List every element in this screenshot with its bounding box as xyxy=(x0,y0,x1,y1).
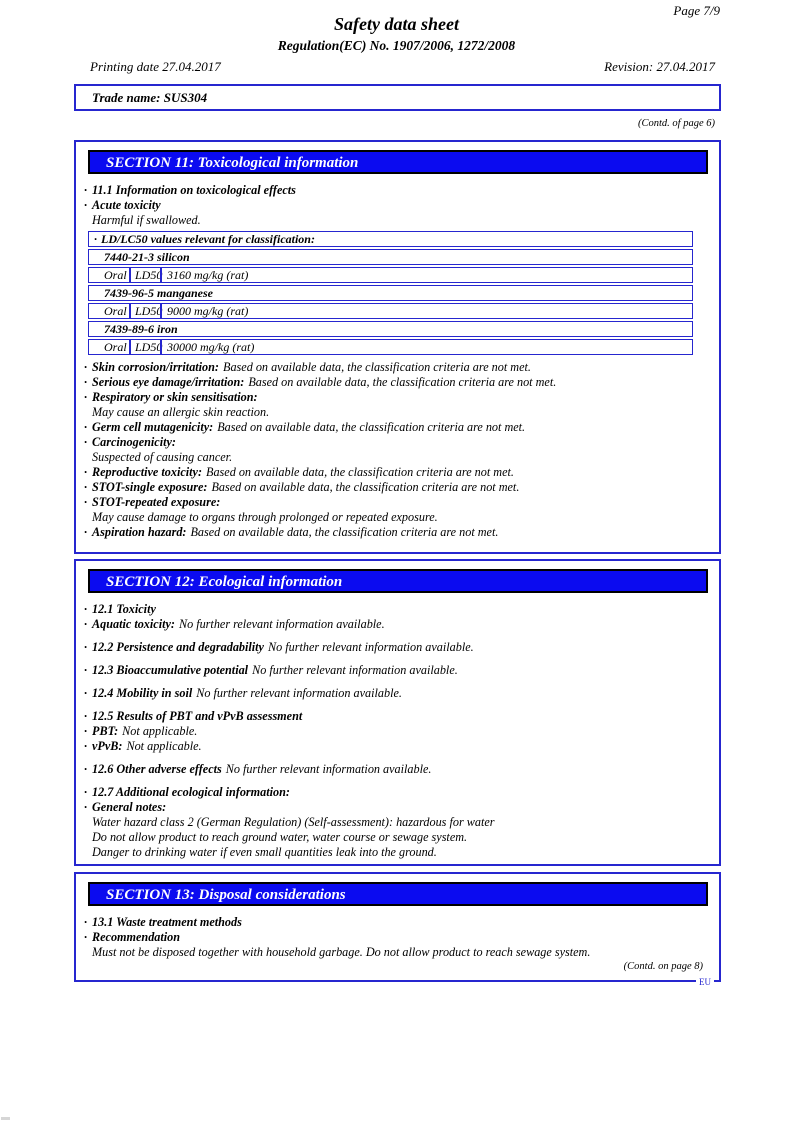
eco-group xyxy=(76,663,705,678)
section-11-content xyxy=(76,183,719,540)
section-11-header: SECTION 11: Toxicological information xyxy=(88,150,708,174)
printing-date: Printing date 27.04.2017 xyxy=(90,59,221,74)
substance-row: 7440-21-3 silicon xyxy=(88,249,693,265)
ldlc50-caption: · LD/LC50 values relevant for classification: xyxy=(88,231,693,247)
contd-of-page: (Contd. of page 6) xyxy=(638,118,715,129)
eco-group xyxy=(76,640,705,655)
eco-line: · 12.7 Additional ecological information: xyxy=(76,785,705,800)
effect-line: · Skin corrosion/irritation: Based on available data, the classification criteria are not met. xyxy=(76,360,705,375)
eco-group xyxy=(76,762,705,777)
contd-on-page: (Contd. on page 8) xyxy=(623,961,703,972)
page-corner-artifact xyxy=(1,1117,10,1120)
value-cell: 3160 mg/kg (rat) xyxy=(160,268,692,282)
effect-line: · Reproductive toxicity: Based on available data, the classification criteria are not met. xyxy=(76,465,705,480)
section-12-content xyxy=(76,602,719,860)
heading-11-1: · 11.1 Information on toxicological effects xyxy=(76,183,705,198)
eco-line: Danger to drinking water if even small quantities leak into the ground. xyxy=(92,845,437,859)
eco-line: Water hazard class 2 (German Regulation) (Self-assessment): hazardous for water xyxy=(92,815,495,829)
regulation-subtitle: Regulation(EC) No. 1907/2006, 1272/2008 xyxy=(277,38,516,53)
effect-line: · STOT-single exposure: Based on available data, the classification criteria are not met. xyxy=(76,480,705,495)
eco-group xyxy=(76,709,705,754)
eco-line: · 12.5 Results of PBT and vPvB assessment xyxy=(76,709,705,724)
test-cell: LD50 xyxy=(129,304,160,318)
section-13-box xyxy=(74,872,721,987)
test-cell: LD50 xyxy=(129,340,160,354)
section-13-content xyxy=(76,915,719,974)
effect-line: · Aspiration hazard: Based on available data, the classification criteria are not met. xyxy=(76,525,705,540)
value-row xyxy=(88,267,693,283)
disposal-line: Must not be disposed together with household garbage. Do not allow product to reach sewage system. xyxy=(92,945,591,959)
text-harmful: Harmful if swallowed. xyxy=(92,213,201,227)
revision-date: Revision: 27.04.2017 xyxy=(604,59,715,74)
test-cell: LD50 xyxy=(129,268,160,282)
value-row xyxy=(88,339,693,355)
effect-line: · STOT-repeated exposure: xyxy=(76,495,705,510)
section-13-header: SECTION 13: Disposal considerations xyxy=(88,882,708,906)
disposal-line: · 13.1 Waste treatment methods xyxy=(76,915,705,930)
section-11-box xyxy=(74,140,721,554)
effect-line: · Carcinogenicity: xyxy=(76,435,705,450)
route-cell: Oral xyxy=(104,340,127,354)
value-cell: 30000 mg/kg (rat) xyxy=(160,340,692,354)
effect-line: May cause damage to organs through prolonged or repeated exposure. xyxy=(92,510,438,524)
eco-line: · 12.1 Toxicity xyxy=(76,602,705,617)
effect-line: · Respiratory or skin sensitisation: xyxy=(76,390,705,405)
effect-line: · Germ cell mutagenicity: Based on available data, the classification criteria are not met. xyxy=(76,420,705,435)
eco-line: Do not allow product to reach ground water, water course or sewage system. xyxy=(92,830,468,844)
eco-line: · Aquatic toxicity: No further relevant information available. xyxy=(76,617,705,632)
effect-line: May cause an allergic skin reaction. xyxy=(92,405,270,419)
effect-line: Suspected of causing cancer. xyxy=(92,450,233,464)
eco-group xyxy=(76,686,705,701)
route-cell: Oral xyxy=(104,304,127,318)
ldlc50-table xyxy=(88,231,693,355)
page-number: Page 7/9 xyxy=(673,3,720,18)
eco-line: · PBT: Not applicable. xyxy=(76,724,705,739)
document-title: Safety data sheet xyxy=(334,14,459,34)
eco-group xyxy=(76,785,705,860)
eco-line: · 12.2 Persistence and degradability No further relevant information available. xyxy=(76,640,705,655)
value-cell: 9000 mg/kg (rat) xyxy=(160,304,692,318)
disposal-line: · Recommendation xyxy=(76,930,705,945)
trade-name: Trade name: SUS304 xyxy=(92,90,208,105)
eco-line: · vPvB: Not applicable. xyxy=(76,739,705,754)
eco-line: · 12.6 Other adverse effects No further relevant information available. xyxy=(76,762,705,777)
substance-row: 7439-96-5 manganese xyxy=(88,285,693,301)
eu-region-label: EU xyxy=(696,977,714,987)
eco-line: · 12.3 Bioaccumulative potential No further relevant information available. xyxy=(76,663,705,678)
effect-line: · Serious eye damage/irritation: Based on available data, the classification criteria are not met. xyxy=(76,375,705,390)
trade-name-box xyxy=(74,84,721,111)
route-cell: Oral xyxy=(104,268,127,282)
section-12-header: SECTION 12: Ecological information xyxy=(88,569,708,593)
substance-row: 7439-89-6 iron xyxy=(88,321,693,337)
eco-line: · 12.4 Mobility in soil No further relevant information available. xyxy=(76,686,705,701)
heading-acute-toxicity: · Acute toxicity xyxy=(76,198,705,213)
eco-group xyxy=(76,602,705,632)
section-12-box xyxy=(74,559,721,866)
value-row xyxy=(88,303,693,319)
eco-line: · General notes: xyxy=(76,800,705,815)
